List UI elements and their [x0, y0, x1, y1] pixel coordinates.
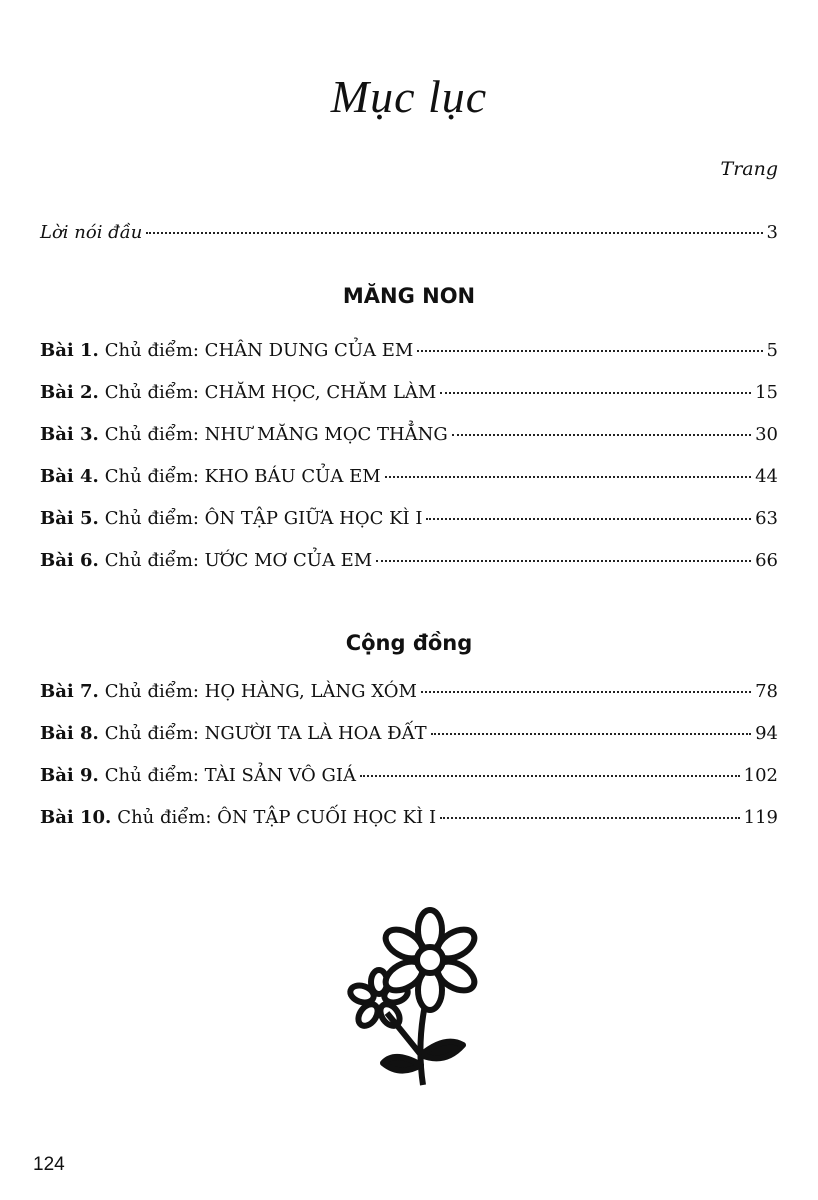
dot-leader: [376, 560, 751, 562]
entry-page: 94: [755, 723, 778, 744]
lesson-number: Bài 8.: [40, 723, 99, 744]
lesson-topic: Chủ điểm: HỌ HÀNG, LÀNG XÓM: [104, 681, 417, 702]
lesson-topic: Chủ điểm: CHĂM HỌC, CHĂM LÀM: [104, 382, 437, 403]
lesson-topic: Chủ điểm: KHO BÁU CỦA EM: [104, 466, 381, 487]
toc-entry[interactable]: [40, 807, 778, 828]
lesson-number: Bài 6.: [40, 550, 99, 571]
lesson-number: Bài 3.: [40, 424, 99, 445]
entry-page: 15: [755, 382, 778, 403]
toc-entry[interactable]: [40, 765, 778, 786]
toc-entry[interactable]: [40, 340, 778, 361]
entry-page: 66: [755, 550, 778, 571]
page-title: Mục lục: [330, 71, 488, 122]
entry-page: 5: [766, 340, 778, 361]
lesson-topic: Chủ điểm: ƯỚC MƠ CỦA EM: [104, 550, 373, 571]
dot-leader: [431, 733, 751, 735]
entry-page: 30: [755, 424, 778, 445]
entry-page: 102: [743, 765, 778, 786]
entry-page: 44: [755, 466, 778, 487]
lesson-topic: Chủ điểm: ÔN TẬP GIỮA HỌC KÌ I: [104, 508, 423, 529]
toc-entry-intro[interactable]: [40, 222, 778, 243]
toc-entry[interactable]: [40, 466, 778, 487]
dot-leader: [360, 775, 740, 777]
section-heading: Cộng đồng: [345, 631, 473, 655]
dot-leader: [452, 434, 751, 436]
dot-leader: [440, 392, 751, 394]
toc-entry[interactable]: [40, 424, 778, 445]
lesson-number: Bài 1.: [40, 340, 99, 361]
lesson-number: Bài 5.: [40, 508, 99, 529]
page-number: 124: [33, 1154, 65, 1175]
dot-leader: [421, 691, 751, 693]
toc-entry[interactable]: [40, 382, 778, 403]
toc-entry[interactable]: [40, 550, 778, 571]
entry-page: 3: [766, 222, 778, 243]
lesson-number: Bài 4.: [40, 466, 99, 487]
toc-entry[interactable]: [40, 508, 778, 529]
toc-entry[interactable]: [40, 681, 778, 702]
toc-entry[interactable]: [40, 723, 778, 744]
lesson-number: Bài 7.: [40, 681, 99, 702]
lesson-topic: Chủ điểm: NGƯỜI TA LÀ HOA ĐẤT: [104, 723, 427, 744]
dot-leader: [417, 350, 762, 352]
lesson-topic: Chủ điểm: TÀI SẢN VÔ GIÁ: [104, 765, 356, 786]
dot-leader: [146, 232, 762, 234]
entry-page: 119: [743, 807, 778, 828]
lesson-number: Bài 9.: [40, 765, 99, 786]
entry-page: 63: [755, 508, 778, 529]
entry-label: Lời nói đầu: [40, 222, 143, 243]
lesson-number: Bài 2.: [40, 382, 99, 403]
section-heading: MĂNG NON: [342, 284, 476, 308]
lesson-topic: Chủ điểm: CHÂN DUNG CỦA EM: [104, 340, 414, 361]
lesson-number: Bài 10.: [40, 807, 112, 828]
dot-leader: [426, 518, 751, 520]
page-column-label: Trang: [720, 158, 778, 180]
lesson-topic: Chủ điểm: NHƯ MĂNG MỌC THẲNG: [104, 424, 448, 445]
dot-leader: [385, 476, 751, 478]
lesson-topic: Chủ điểm: ÔN TẬP CUỐI HỌC KÌ I: [117, 807, 437, 828]
flower-illustration: [345, 905, 485, 1105]
dot-leader: [440, 817, 740, 819]
entry-page: 78: [755, 681, 778, 702]
